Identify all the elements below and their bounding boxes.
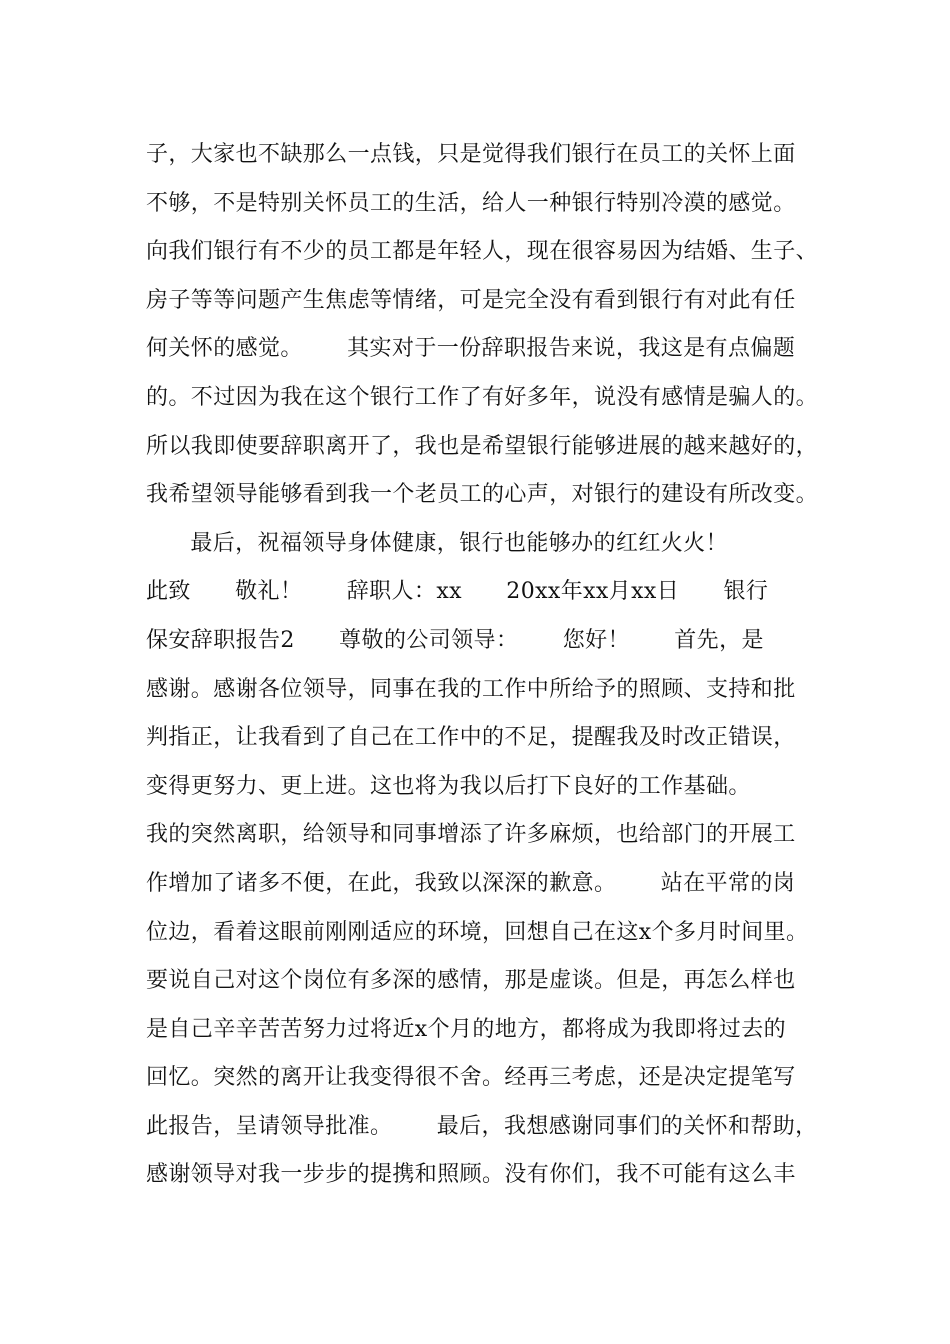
text-line-7: 所以我即使要辞职离开了，我也是希望银行能够进展的越来越好的， [146,433,819,459]
text-line-15: 我的突然离职，给领导和同事增添了许多麻烦，也给部门的开展工 [146,822,796,848]
text-line-4: 房子等等问题产生焦虑等情绪，可是完全没有看到银行有对此有任 [146,287,796,313]
text-line-3: 向我们银行有不少的员工都是年轻人，现在很容易因为结婚、生子、 [146,239,819,265]
text-line-8: 我希望领导能够看到我一个老员工的心声，对银行的建设有所改变。 [146,482,819,508]
text-line-2: 不够，不是特别关怀员工的生活，给人一种银行特别冷漠的感觉。 [146,190,796,216]
text-line-18: 要说自己对这个岗位有多深的感情，那是虚谈。但是，再怎么样也 [146,968,796,994]
text-line-11: 保安辞职报告2 尊敬的公司领导： 您好！ 首先，是 [146,627,764,653]
text-line-21: 此报告，呈请领导批准。 最后，我想感谢同事们的关怀和帮助， [146,1113,818,1139]
text-line-12: 感谢。感谢各位领导，同事在我的工作中所给予的照顾、支持和批 [146,676,796,702]
text-line-22: 感谢领导对我一步步的提携和照顾。没有你们，我不可能有这么丰 [146,1162,796,1188]
text-line-10: 此致 敬礼！ 辞职人：xx 20xx年xx月xx日 银行 [146,579,769,605]
text-line-5: 何关怀的感觉。 其实对于一份辞职报告来说，我这是有点偏题 [146,336,796,362]
text-line-20: 回忆。突然的离开让我变得很不舍。经再三考虑，还是决定提笔写 [146,1065,796,1091]
text-line-17: 位边，看着这眼前刚刚适应的环境，回想自己在这x个多月时间里。 [146,919,809,945]
text-line-13: 判指正，让我看到了自己在工作中的不足，提醒我及时改正错误， [146,725,796,751]
text-line-1: 子，大家也不缺那么一点钱，只是觉得我们银行在员工的关怀上面 [146,142,796,167]
text-line-16: 作增加了诸多不便，在此，我致以深深的歉意。 站在平常的岗 [146,870,796,896]
body-text [146,131,846,1200]
text-line-14: 变得更努力、更上进。这也将为我以后打下良好的工作基础。 [146,773,751,799]
text-line-6: 的。不过因为我在这个银行工作了有好多年，说没有感情是骗人的。 [146,384,819,410]
text-line-9: 最后，祝福领导身体健康，银行也能够办的红红火火！ [146,530,728,556]
text-line-19: 是自己辛辛苦苦努力过将近x个月的地方，都将成为我即将过去的 [146,1016,787,1042]
